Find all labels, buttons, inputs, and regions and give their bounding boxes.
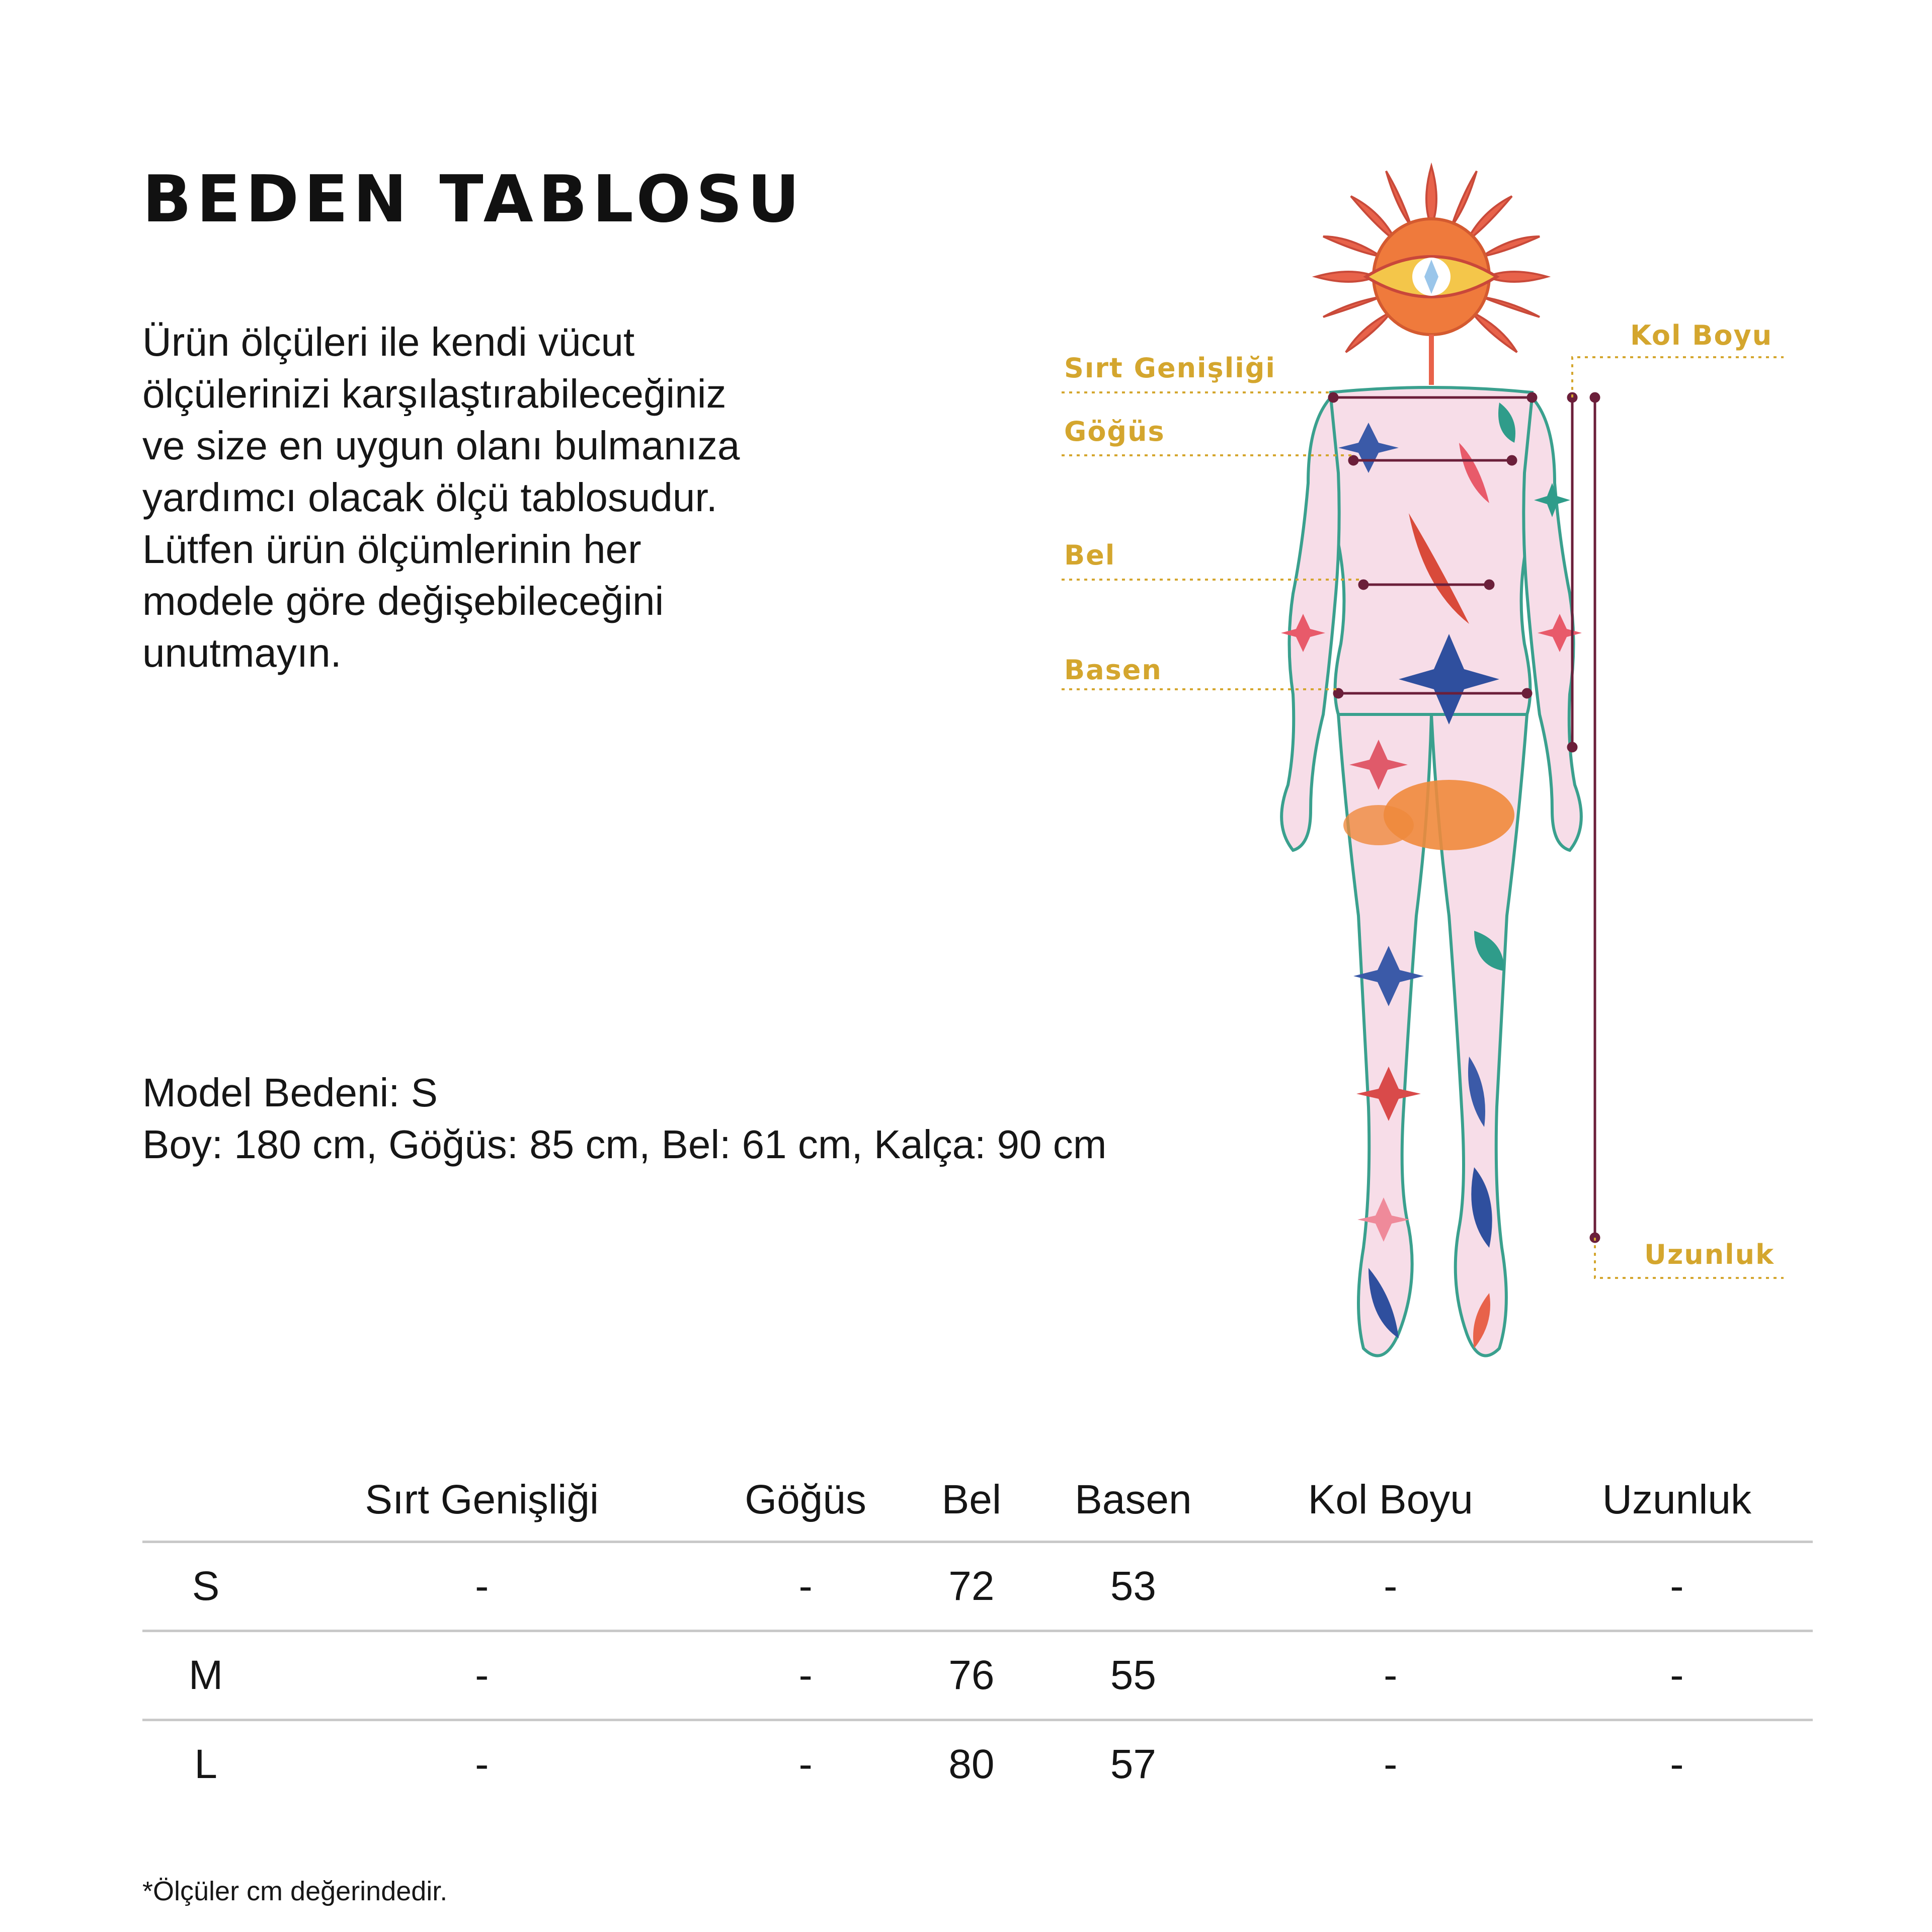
- size-table: [142, 1459, 1813, 1808]
- label-chest: Göğüs: [1064, 416, 1165, 447]
- intro-line: ve size en uygun olanı bulmanıza: [142, 423, 740, 468]
- label-hip: Basen: [1064, 654, 1162, 686]
- model-info: [142, 1067, 1106, 1170]
- table-row: [142, 1542, 1813, 1631]
- footnote: *Ölçüler cm değerindedir.: [142, 1876, 448, 1906]
- label-back-width: Sırt Genişliği: [1064, 352, 1276, 384]
- table-cell: -: [695, 1542, 917, 1631]
- model-measurements: Boy: 180 cm, Göğüs: 85 cm, Bel: 61 cm, Kalça: 90 cm: [142, 1122, 1107, 1167]
- column-header: Uzunluk: [1541, 1459, 1813, 1542]
- column-header: Basen: [1026, 1459, 1240, 1542]
- column-header: [142, 1459, 269, 1542]
- table-cell: 76: [917, 1631, 1026, 1720]
- size-cell: M: [142, 1631, 269, 1720]
- table-cell: 57: [1110, 1741, 1156, 1787]
- table-cell: -: [1240, 1631, 1541, 1720]
- intro-text: [142, 316, 857, 679]
- label-waist: Bel: [1064, 539, 1116, 571]
- table-cell: -: [695, 1631, 917, 1720]
- table-cell: -: [269, 1542, 695, 1631]
- table-cell: 72: [917, 1542, 1026, 1631]
- size-cell: L: [194, 1741, 217, 1787]
- intro-line: modele göre değişebileceğini: [142, 579, 664, 623]
- page-title: BEDEN TABLOSU: [142, 162, 805, 237]
- column-header: Kol Boyu: [1240, 1459, 1541, 1542]
- intro-line: Lütfen ürün ölçümlerinin her: [142, 527, 641, 572]
- table-cell: 55: [1026, 1631, 1240, 1720]
- label-sleeve: Kol Boyu: [1630, 319, 1773, 351]
- table-cell: -: [1541, 1631, 1813, 1720]
- body-silhouette: [1281, 387, 1581, 1356]
- column-header: Göğüs: [695, 1459, 917, 1542]
- table-cell: -: [1541, 1542, 1813, 1631]
- intro-line: ölçülerinizi karşılaştırabileceğiniz: [142, 371, 727, 416]
- intro-line: Ürün ölçüleri ile kendi vücut: [142, 319, 635, 364]
- label-length: Uzunluk: [1644, 1239, 1775, 1270]
- column-header: Bel: [917, 1459, 1026, 1542]
- size-cell: S: [142, 1542, 269, 1631]
- table-row: [142, 1631, 1813, 1720]
- table-cell: 80: [948, 1741, 995, 1787]
- table-cell: -: [1670, 1741, 1684, 1787]
- table-row: [142, 1720, 1813, 1808]
- intro-line: unutmayın.: [142, 630, 342, 675]
- intro-line: yardımcı olacak ölçü tablosudur.: [142, 475, 717, 520]
- table-header-row: [142, 1459, 1813, 1542]
- column-header: Sırt Genişliği: [269, 1459, 695, 1542]
- table-cell: -: [1240, 1542, 1541, 1631]
- table-cell: -: [1384, 1741, 1398, 1787]
- model-size: Model Bedeni: S: [142, 1070, 438, 1115]
- table-cell: -: [798, 1741, 813, 1787]
- table-cell: 53: [1026, 1542, 1240, 1631]
- table-cell: -: [269, 1631, 695, 1720]
- table-cell: -: [475, 1741, 489, 1787]
- sun-head-icon: [1316, 166, 1547, 385]
